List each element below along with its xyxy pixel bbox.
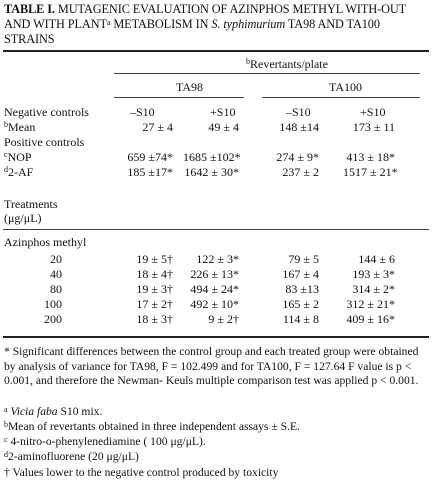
group-rule [114, 73, 420, 74]
table-cell: 27 ± 4 [142, 120, 173, 134]
af-text: 2-AF [8, 165, 34, 179]
footnote-c-sup: c [4, 435, 8, 444]
table-cell: 274 ± 9* [276, 150, 319, 164]
table-cell: 226 ± 13* [190, 267, 239, 281]
table-caption-part2: METABOLISM IN [110, 17, 212, 32]
footnote-c-text: 4-nitro-o-phenylenediamine ( 100 μg/μL). [7, 435, 206, 448]
caption-sup-a: a [106, 18, 111, 28]
dose-label: 100 [44, 297, 62, 311]
table-cell: 409 ± 16* [346, 312, 395, 326]
top-rule [3, 50, 429, 52]
table-cell: 144 ± 6 [358, 252, 395, 266]
col-header-3: –S10 [286, 105, 311, 119]
col-header-1: –S10 [130, 105, 155, 119]
table-cell: 173 ± 11 [352, 120, 395, 134]
table-cell: 1517 ± 21* [343, 165, 398, 179]
footnote-a [4, 405, 430, 420]
group-header-sup: b [246, 57, 250, 66]
table-cell: 1642 ± 30* [184, 165, 239, 179]
table-title [4, 2, 429, 48]
footnote-b-sup: b [4, 420, 8, 429]
treatments-units: (μg/μL) [4, 211, 42, 225]
table-cell: 413 ± 18* [346, 150, 395, 164]
table-caption-part1: MUTAGENIC EVALUATION OF AZINPHOS METHYL WITH-OUT AND WITH PLANT [4, 2, 406, 32]
footnote-significance: * Significant differences between the control group and each treated group were obtained by analysis of variance for TA98, F = 102.499 and for TA100, F = 127.64 F value is p < 0.001, and therefore the Newman- Keuls multiple comparison test was applied p < 0.001. [4, 345, 419, 388]
table-cell: 79 ± 5 [288, 252, 319, 266]
footnote-a-rest: S10 mix. [57, 405, 103, 418]
bottom-rule [3, 336, 429, 338]
table-cell: 237 ± 2 [282, 165, 319, 179]
footnote-d-sup: d [4, 450, 8, 459]
footnote-d-text: 2-aminofluorene (20 μg/μL) [8, 450, 139, 463]
footnote-a-italic: Vicia faba [10, 405, 58, 418]
table-cell: 165 ± 2 [282, 297, 319, 311]
table-cell: 19 ± 3† [136, 282, 173, 296]
col-header-2: +S10 [210, 105, 236, 119]
table-cell: 167 ± 4 [282, 267, 319, 281]
footnote-b-text: Mean of revertants obtained in three independent assays ± S.E. [8, 420, 300, 433]
nop-sup: c [4, 150, 8, 159]
footnote-d [4, 450, 430, 465]
table-cell: 49 ± 4 [208, 120, 239, 134]
table-cell: 193 ± 3* [352, 267, 395, 281]
ta98-rule [114, 97, 244, 98]
neg-mean-sup: b [4, 120, 8, 129]
strain-ta98: TA98 [176, 80, 204, 94]
dose-label: 20 [50, 252, 62, 266]
table-cell: 185 ±17* [127, 165, 173, 179]
table-cell: 659 ±74* [127, 150, 173, 164]
table-cell: 494 ± 24* [190, 282, 239, 296]
dose-label: 40 [50, 267, 62, 281]
table-cell: 122 ± 3* [196, 252, 239, 266]
table-cell: 148 ±14 [279, 120, 319, 134]
group-header-label: Revertants/plate [250, 57, 328, 71]
footnote-c [4, 435, 430, 450]
footnote-b [4, 420, 430, 435]
group-header [246, 57, 328, 71]
table-label: TABLE I. [4, 2, 55, 16]
table-caption-species: S. typhimurium [211, 17, 286, 32]
table-cell: 18 ± 3† [136, 312, 173, 326]
treatments-label: Treatments [4, 197, 58, 211]
table-cell: 1685 ±102* [183, 150, 241, 164]
azinphos-label: Azinphos methyl [4, 235, 87, 249]
dose-label: 200 [44, 312, 62, 326]
row-label-2af [4, 165, 33, 179]
table-cell: 18 ± 4† [136, 267, 173, 281]
ta100-rule [262, 97, 420, 98]
strain-ta100: TA100 [329, 80, 363, 94]
neg-mean-label [4, 120, 35, 134]
table-cell: 314 ± 2* [352, 282, 395, 296]
col-header-4: +S10 [360, 105, 386, 119]
table-cell: 492 ± 10* [190, 297, 239, 311]
table-cell: 17 ± 2† [136, 297, 173, 311]
table-cell: 83 ±13 [285, 282, 319, 296]
footnote-a-sup: a [4, 405, 8, 414]
table-cell: 19 ± 5† [136, 252, 173, 266]
neg-controls-label: Negative controls [4, 105, 89, 119]
dose-label: 80 [50, 282, 62, 296]
row-label-nop [4, 150, 32, 164]
neg-mean-text: Mean [8, 120, 36, 134]
footnote-dagger: † Values lower to the negative control produced by toxicity [4, 466, 279, 479]
treatments-rule [3, 229, 429, 230]
table-cell: 114 ± 8 [282, 312, 319, 326]
af-sup: d [4, 165, 8, 174]
table-cell: 312 ± 21* [346, 297, 395, 311]
nop-text: NOP [7, 150, 32, 164]
table-caption-part3: TA98 AND TA100 STRAINS [4, 17, 380, 47]
table-cell: 9 ± 2† [208, 312, 239, 326]
pos-controls-label: Positive controls [4, 135, 85, 149]
